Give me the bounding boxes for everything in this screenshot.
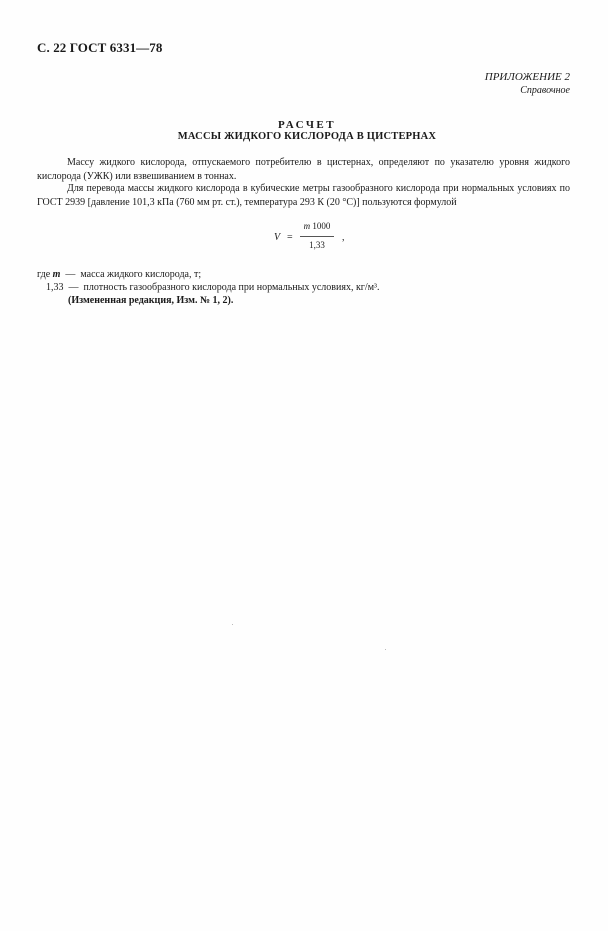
formula-lhs: V <box>274 232 281 243</box>
paragraph-1: Массу жидкого кислорода, отпускаемого потребителю в цистернах, определяют по указателю уровня жидкого кислорода (УЖК) или взвешиванием в тоннах. <box>37 157 570 182</box>
formula-denominator: 1,33 <box>309 240 325 250</box>
definition-dash: — <box>65 269 76 280</box>
scan-speck <box>232 624 233 625</box>
definition-symbol: 1,33 <box>46 282 64 293</box>
appendix-subtitle: Справочное <box>520 85 570 96</box>
appendix-title: ПРИЛОЖЕНИЕ 2 <box>484 71 570 83</box>
definition-text: плотность газообразного кислорода при нормальных условиях, кг/м³. <box>83 282 380 293</box>
amendment-note: (Измененная редакция, Изм. № 1, 2). <box>68 295 234 306</box>
volume-formula <box>270 221 360 254</box>
formula-numerator-const: 1000 <box>312 221 331 231</box>
scan-speck <box>385 649 386 650</box>
definition-item <box>37 268 201 281</box>
fraction-bar <box>300 236 334 237</box>
formula-trailing: , <box>342 232 345 243</box>
definition-symbol: m <box>52 269 61 280</box>
section-title: РАСЧЕТ <box>277 119 337 131</box>
formula-numerator-var: m <box>303 221 311 231</box>
appendix-label <box>485 71 570 97</box>
paragraph-2: Для перевода массы жидкого кислорода в кубические метры газообразного кислорода при нормальных условиях по ГОСТ 2939 [давление 101,3 кПа (760 мм рт. ст.), температура 293 К (20 °С)] пользуются формулой <box>37 183 570 208</box>
section-subtitle: МАССЫ ЖИДКОГО КИСЛОРОДА В ЦИСТЕРНАХ <box>177 131 437 142</box>
definition-item <box>46 281 380 294</box>
formula-equals: = <box>287 232 293 243</box>
page-header: С. 22 ГОСТ 6331—78 <box>37 40 163 55</box>
definition-prefix: где <box>37 269 51 280</box>
definition-dash: — <box>68 282 79 293</box>
definition-text: масса жидкого кислорода, т; <box>80 269 202 280</box>
formula-numerator <box>302 221 332 231</box>
